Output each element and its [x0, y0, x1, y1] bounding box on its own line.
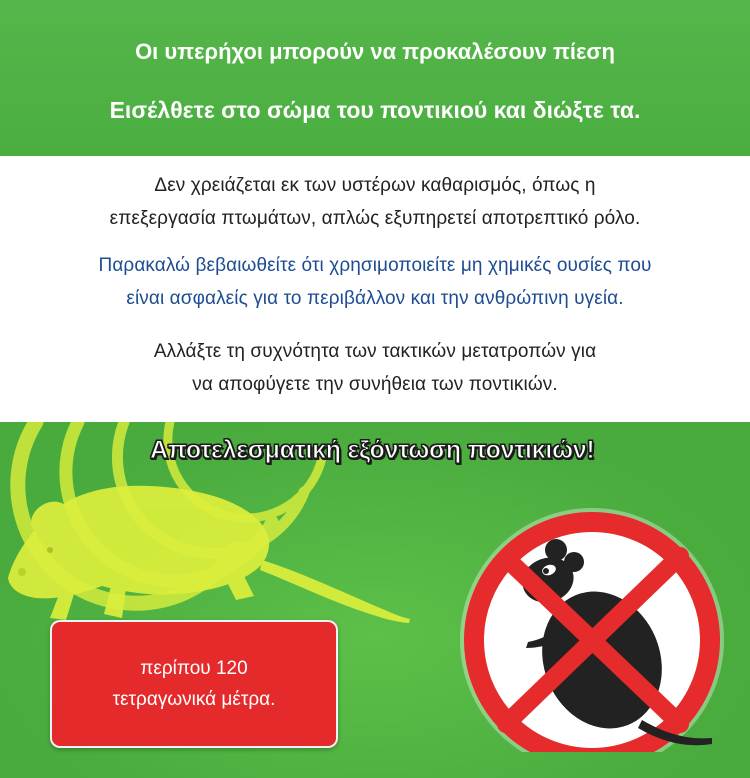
coverage-area-value: περίπου 120 [140, 658, 248, 679]
coverage-area-badge [50, 620, 338, 748]
header-line-1: Οι υπερήχοι μπορούν να προκαλέσουν πίεση [135, 39, 615, 64]
info-paragraph-cleanup-line-2: επεξεργασία πτωμάτων, απλώς εξυπηρετεί αποτρεπτικό ρόλο. [109, 208, 641, 229]
promo-band [0, 422, 750, 778]
info-paragraph-cleanup [20, 169, 730, 235]
info-panel [0, 156, 750, 422]
promo-headline: Αποτελεσματική εξόντωση ποντικιών! [150, 436, 595, 464]
info-paragraph-safety-line-1: Παρακαλώ βεβαιωθείτε ότι χρησιμοποιείτε μη χημικές ουσίες που [98, 255, 652, 276]
no-rat-prohibition-icon [436, 502, 748, 752]
header-band [0, 0, 750, 156]
info-paragraph-frequency [20, 335, 730, 401]
info-paragraph-safety [20, 249, 730, 315]
header-line-2: Εισέλθετε στο σώμα του ποντικιού και διώξτε τα. [109, 97, 641, 123]
info-paragraph-frequency-line-1: Αλλάξτε τη συχνότητα των τακτικών μετατροπών για [153, 341, 597, 362]
info-paragraph-safety-line-2: είναι ασφαλείς για το περιβάλλον και την ανθρώπινη υγεία. [126, 288, 624, 309]
coverage-area-unit: τετραγωνικά μέτρα. [112, 689, 276, 710]
info-paragraph-cleanup-line-1: Δεν χρειάζεται εκ των υστέρων καθαρισμός, όπως η [154, 175, 596, 196]
info-paragraph-frequency-line-2: να αποφύγετε την συνήθεια των ποντικιών. [192, 374, 558, 395]
